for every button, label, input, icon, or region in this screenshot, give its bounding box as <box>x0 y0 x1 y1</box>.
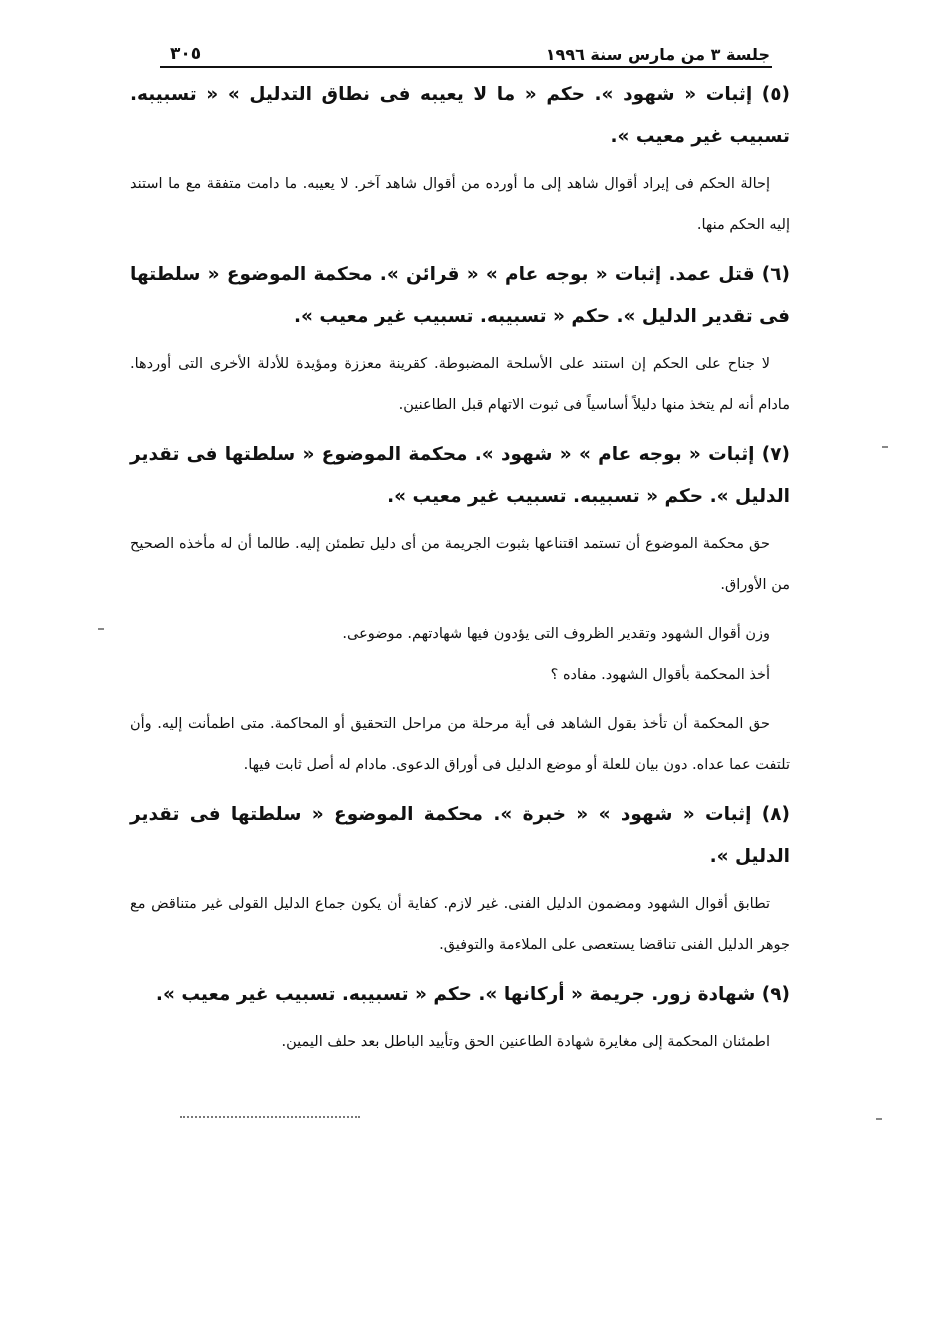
running-header <box>170 30 770 64</box>
section-heading-9: (٩) شهادة زور. جريمة « أركانها ». حكم « تسبيبه. تسبيب غير معيب ». <box>155 984 790 1005</box>
page-number: ٣٠٥ <box>170 44 202 64</box>
section-7-paragraph-3: أخذ المحكمة بأقوال الشهود. مفاده ؟ <box>550 667 770 683</box>
section-heading-8: (٨) إثبات « شهود » « خبرة ». محكمة الموضوع « سلطتها فى تقدير الدليل ». <box>130 804 790 867</box>
footer-dotted-rule <box>180 1116 360 1118</box>
scan-speck-right <box>876 1118 882 1120</box>
session-date: جلسة ٣ من مارس سنة ١٩٩٦ <box>545 45 770 64</box>
page-body <box>130 74 790 1071</box>
section-heading-6: (٦) قتل عمد. إثبات « بوجه عام » « قرائن ». محكمة الموضوع « سلطتها فى تقدير الدليل ». حكم « تسبيبه. تسبيب غير معيب ». <box>130 264 790 327</box>
scan-speck-left <box>98 628 104 630</box>
section-9-paragraph: اطمئنان المحكمة إلى مغايرة شهادة الطاعنين الحق وتأييد الباطل بعد حلف اليمين. <box>281 1034 770 1050</box>
section-5-paragraph: إحالة الحكم فى إيراد أقوال شاهد إلى ما أورده من أقوال شاهد آخر. لا يعيبه. ما دامت متفقة مع ما استند إليه الحكم منها. <box>130 176 790 233</box>
scan-speck-edge <box>882 446 888 448</box>
header-divider <box>160 66 772 68</box>
section-8-paragraph: تطابق أقوال الشهود ومضمون الدليل الفنى. غير لازم. كفاية أن يكون جماع الدليل القولى غير متناقض مع جوهر الدليل الفنى تناقضا يستعصى على الملاءمة والتوفيق. <box>130 896 790 953</box>
section-heading-5: (٥) إثبات « شهود ». حكم « ما لا يعيبه فى نطاق التدليل » « تسبيبه. تسبيب غير معيب ». <box>130 84 790 147</box>
section-7-paragraph-4: حق المحكمة أن تأخذ بقول الشاهد فى أية مرحلة من مراحل التحقيق أو المحاكمة. متى اطمأنت إليه. وأن تلتفت عما عداه. دون بيان للعلة أو موضع الدليل فى أوراق الدعوى. مادام له أصل ثابت فيها. <box>130 716 790 773</box>
section-6-paragraph: لا جناح على الحكم إن استند على الأسلحة المضبوطة. كقرينة معززة ومؤيدة للأدلة الأخرى التى أوردها. مادام أنه لم يتخذ منها دليلاً أساسياً فى ثبوت الاتهام قبل الطاعنين. <box>130 356 790 413</box>
section-7-paragraph-1: حق محكمة الموضوع أن تستمد اقتناعها بثبوت الجريمة من أى دليل تطمئن إليه. طالما أن له مأخذه الصحيح من الأوراق. <box>130 536 790 593</box>
section-heading-7: (٧) إثبات « بوجه عام » « شهود ». محكمة الموضوع « سلطتها فى تقدير الدليل ». حكم « تسبيبه. تسبيب غير معيب ». <box>130 444 790 507</box>
section-7-paragraph-2: وزن أقوال الشهود وتقدير الظروف التى يؤدون فيها شهادتهم. موضوعى. <box>342 626 770 642</box>
